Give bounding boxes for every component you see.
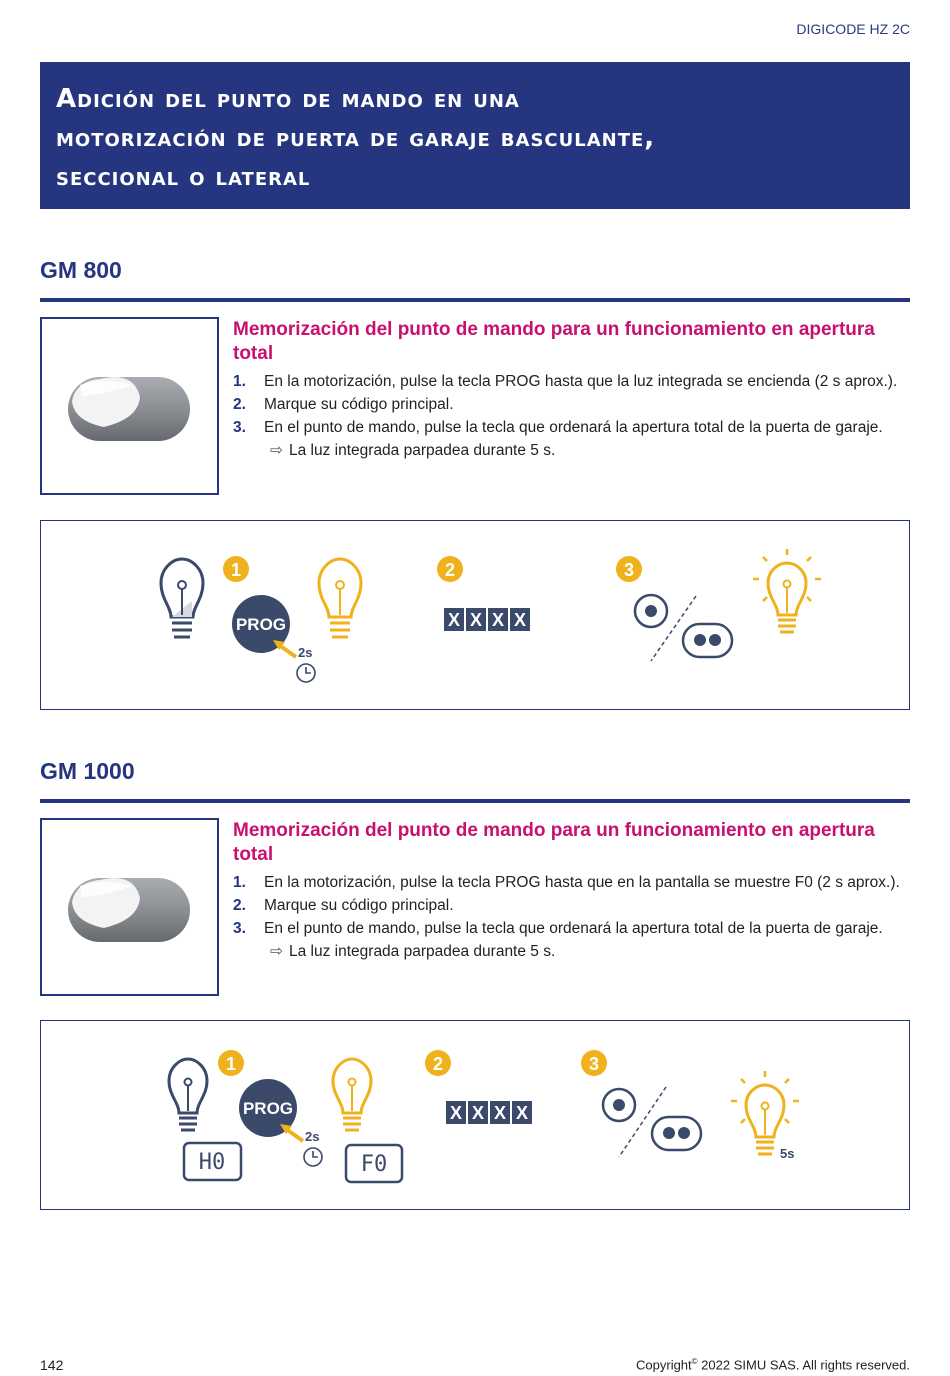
single-button-icon bbox=[603, 1089, 635, 1121]
bulb-off-icon bbox=[161, 559, 203, 637]
code-key: X bbox=[515, 1103, 529, 1123]
code-keys bbox=[444, 608, 530, 631]
code-key: X bbox=[447, 610, 461, 630]
arrow-right-icon: ⇨ bbox=[270, 442, 283, 459]
steps-list bbox=[233, 871, 913, 963]
list-item: 2. Marque su código principal. bbox=[233, 396, 454, 413]
svg-text:1: 1 bbox=[225, 1054, 237, 1074]
display-after bbox=[346, 1145, 402, 1182]
svg-text:1: 1 bbox=[230, 560, 242, 580]
list-item: 3. En el punto de mando, pulse la tecla que ordenará la apertura total de la puerta de garaje. bbox=[233, 419, 883, 436]
document-name: DIGICODE HZ 2C bbox=[796, 21, 910, 37]
page-title-banner bbox=[40, 62, 910, 209]
keypad-product-icon bbox=[42, 820, 217, 994]
product-image-frame bbox=[40, 818, 219, 996]
step-3-badge bbox=[581, 1050, 607, 1076]
list-item: 3. En el punto de mando, pulse la tecla que ordenará la apertura total de la puerta de garaje. bbox=[233, 920, 883, 937]
list-item: 1. En la motorización, pulse la tecla PROG hasta que en la pantalla se muestre F0 (2 s aprox.). bbox=[233, 874, 900, 891]
prog-button-icon bbox=[239, 1079, 303, 1141]
display-before bbox=[184, 1143, 241, 1180]
keypad-product-icon bbox=[42, 319, 217, 493]
clock-icon bbox=[297, 664, 315, 682]
code-key: X bbox=[469, 610, 483, 630]
svg-text:PROG: PROG bbox=[235, 615, 287, 634]
title-line-2: motorización de puerta de garaje basculante, bbox=[56, 123, 656, 153]
product-image-frame bbox=[40, 317, 219, 495]
code-key: X bbox=[449, 1103, 463, 1123]
section-title-gm800: GM 800 bbox=[40, 257, 122, 283]
result-line: ⇨ La luz integrada parpadea durante 5 s. bbox=[270, 943, 556, 960]
svg-text:2: 2 bbox=[444, 560, 456, 580]
code-key: X bbox=[493, 1103, 507, 1123]
page-title bbox=[56, 80, 894, 197]
procedure-diagram bbox=[40, 1020, 910, 1210]
arrow-right-icon: ⇨ bbox=[270, 943, 283, 960]
code-key: X bbox=[513, 610, 527, 630]
bulb-blinking-icon bbox=[753, 549, 821, 632]
single-button-icon bbox=[635, 595, 667, 627]
duration-label: 2s bbox=[298, 645, 313, 660]
prog-button-icon bbox=[232, 595, 296, 657]
step-1-badge bbox=[223, 556, 249, 582]
bulb-on-icon bbox=[333, 1059, 371, 1130]
code-key: X bbox=[491, 610, 505, 630]
code-key: X bbox=[471, 1103, 485, 1123]
double-button-icon bbox=[652, 1117, 701, 1150]
step-2-badge bbox=[437, 556, 463, 582]
step-2-badge bbox=[425, 1050, 451, 1076]
section-divider bbox=[40, 298, 910, 302]
instruction-heading: Memorización del punto de mando para un funcionamiento en apertura total bbox=[233, 319, 875, 364]
svg-text:F0: F0 bbox=[360, 1152, 388, 1177]
steps-list bbox=[233, 370, 913, 462]
svg-text:3: 3 bbox=[588, 1054, 600, 1074]
svg-text:H0: H0 bbox=[198, 1150, 226, 1175]
title-line-3: seccional o lateral bbox=[56, 162, 311, 192]
page-number: 142 bbox=[40, 1357, 64, 1373]
title-line-1: Adición del punto de mando en una bbox=[56, 84, 520, 114]
bulb-on-icon bbox=[319, 559, 361, 637]
copyright-notice: Copyright© 2022 SIMU SAS. All rights reserved. bbox=[636, 1357, 910, 1373]
instruction-heading: Memorización del punto de mando para un funcionamiento en apertura total bbox=[233, 820, 875, 865]
svg-text:2: 2 bbox=[432, 1054, 444, 1074]
instruction-block bbox=[233, 318, 913, 462]
result-line: ⇨ La luz integrada parpadea durante 5 s. bbox=[270, 442, 556, 459]
list-item: 2. Marque su código principal. bbox=[233, 897, 454, 914]
svg-text:3: 3 bbox=[623, 560, 635, 580]
procedure-diagram bbox=[40, 520, 910, 710]
bulb-off-icon bbox=[169, 1059, 207, 1130]
svg-text:PROG: PROG bbox=[242, 1099, 294, 1118]
double-button-icon bbox=[683, 624, 732, 657]
blink-duration-label: 5s bbox=[780, 1146, 795, 1161]
bulb-blinking-icon bbox=[731, 1071, 799, 1154]
section-divider bbox=[40, 799, 910, 803]
step-1-badge bbox=[218, 1050, 244, 1076]
clock-icon bbox=[304, 1148, 322, 1166]
instruction-block bbox=[233, 819, 913, 963]
section-title-gm1000: GM 1000 bbox=[40, 758, 135, 784]
list-item: 1. En la motorización, pulse la tecla PROG hasta que la luz integrada se encienda (2 s aprox.). bbox=[233, 373, 898, 390]
step-3-badge bbox=[616, 556, 642, 582]
duration-label: 2s bbox=[305, 1129, 320, 1144]
code-keys bbox=[446, 1101, 532, 1124]
